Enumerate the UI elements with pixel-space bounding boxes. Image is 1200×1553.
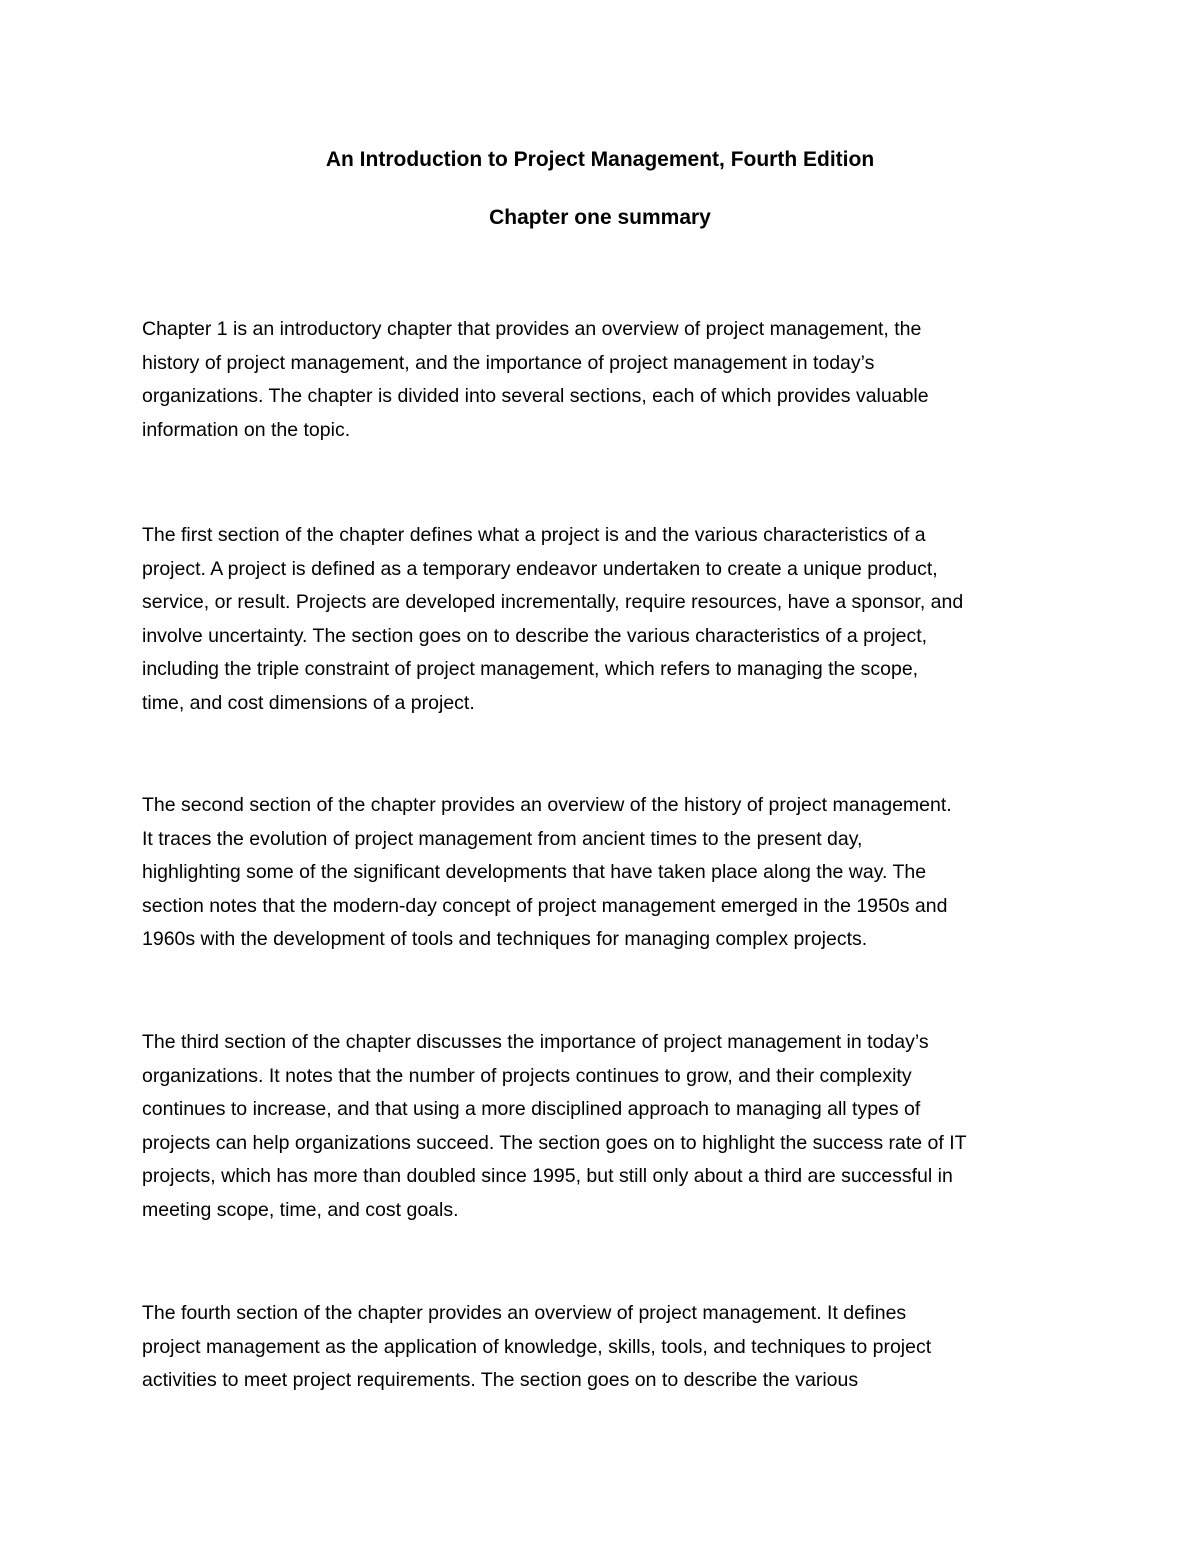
paragraph-line: The third section of the chapter discusses the importance of project management in today’s <box>142 1031 929 1053</box>
paragraph-line: meeting scope, time, and cost goals. <box>142 1198 459 1221</box>
paragraph-line: involve uncertainty. The section goes on to describe the various characteristics of a project, <box>142 624 928 647</box>
paragraph-line: activities to meet project requirements. The section goes on to describe the various <box>142 1369 859 1391</box>
paragraph-line: organizations. The chapter is divided into several sections, each of which provides valuable <box>142 385 929 407</box>
paragraph-first-section <box>142 519 1062 720</box>
paragraph-second-section <box>142 789 1062 957</box>
paragraph-intro <box>142 313 1062 447</box>
document-subtitle: Chapter one summary <box>489 206 711 229</box>
paragraph-line: time, and cost dimensions of a project. <box>142 691 475 714</box>
paragraph-line: continues to increase, and that using a more disciplined approach to managing all types of <box>142 1098 921 1120</box>
paragraph-line: 1960s with the development of tools and techniques for managing complex projects. <box>142 928 868 950</box>
paragraph-third-section <box>142 1026 1062 1227</box>
paragraph-line: including the triple constraint of project management, which refers to managing the scope, <box>142 658 919 680</box>
paragraph-fourth-section <box>142 1297 1062 1398</box>
paragraph-line: section notes that the modern-day concept of project management emerged in the 1950s and <box>142 894 948 917</box>
paragraph-line: information on the topic. <box>142 418 351 441</box>
paragraph-line: service, or result. Projects are developed incrementally, require resources, have a sponsor, and <box>142 591 964 613</box>
paragraph-line: Chapter 1 is an introductory chapter that provides an overview of project management, the <box>142 318 922 340</box>
paragraph-line: The first section of the chapter defines what a project is and the various characteristics of a <box>142 524 926 546</box>
paragraph-line: history of project management, and the importance of project management in today’s <box>142 351 875 374</box>
paragraph-line: The fourth section of the chapter provides an overview of project management. It defines <box>142 1302 907 1324</box>
paragraph-line: project management as the application of knowledge, skills, tools, and techniques to project <box>142 1335 932 1358</box>
paragraph-line: project. A project is defined as a temporary endeavor undertaken to create a unique product, <box>142 557 938 580</box>
paragraph-line: The second section of the chapter provides an overview of the history of project management. <box>142 794 952 816</box>
paragraph-line: highlighting some of the significant developments that have taken place along the way. The <box>142 861 927 883</box>
paragraph-line: projects can help organizations succeed. The section goes on to highlight the success rate of IT <box>142 1131 967 1154</box>
document-title: An Introduction to Project Management, Fourth Edition <box>325 148 875 171</box>
paragraph-line: organizations. It notes that the number of projects continues to grow, and their complexity <box>142 1064 912 1087</box>
paragraph-line: projects, which has more than doubled since 1995, but still only about a third are successful in <box>142 1165 953 1187</box>
paragraph-line: It traces the evolution of project management from ancient times to the present day, <box>142 827 863 850</box>
